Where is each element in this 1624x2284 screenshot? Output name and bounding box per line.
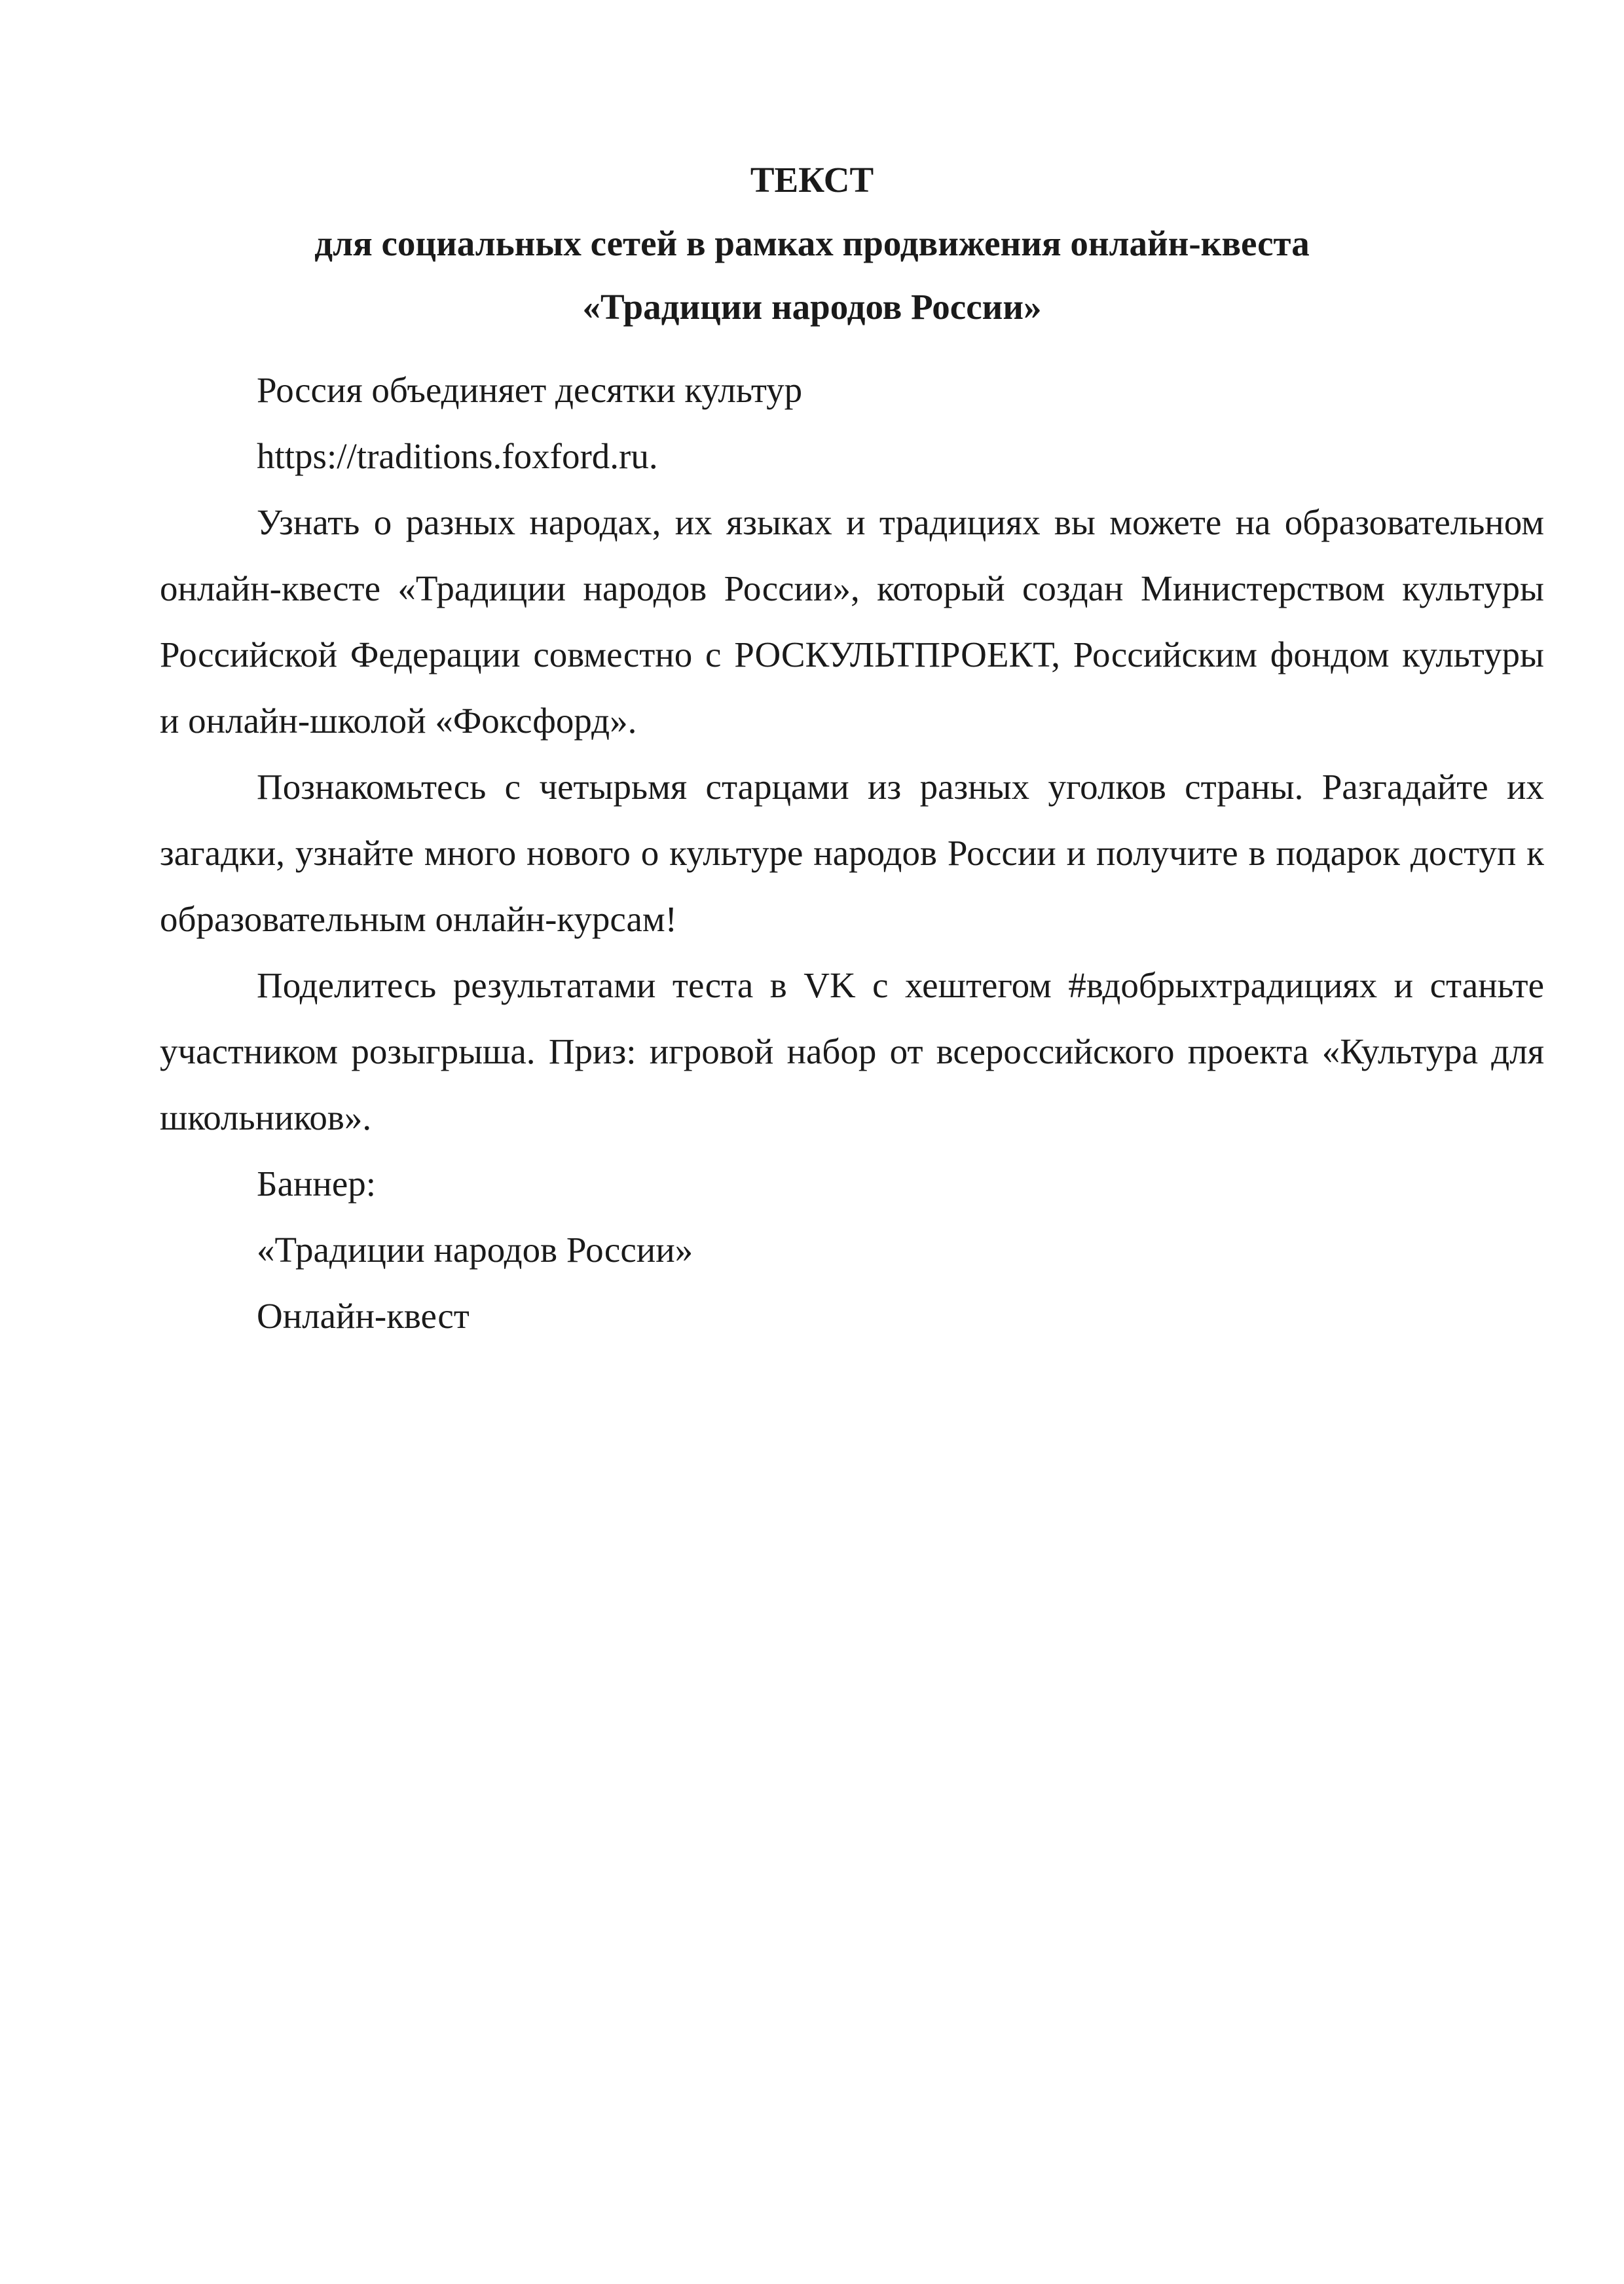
paragraph-about-quest: Узнать о разных народах, их языках и традициях вы можете на образовательном онлайн-квесте «Традиции народов России», который создан Министерством культуры Российской Федерации совместно с РОСКУЛЬТПРОЕКТ, Российским фондом культуры и онлайн-школой «Фоксфорд». (160, 502, 1544, 741)
document-title: ТЕКСТ (750, 160, 874, 200)
intro-line: Россия объединяет десятки культур (257, 370, 803, 410)
document-body (160, 357, 1544, 1349)
banner-title: «Традиции народов России» (257, 1230, 693, 1270)
paragraph-elders: Познакомьтесь с четырьмя старцами из разных уголков страны. Разгадайте их загадки, узнайте много нового о культуре народов России и получите в подарок доступ к образовательным онлайн-курсам! (160, 767, 1544, 939)
paragraph-contest: Поделитесь результатами теста в VK с хештегом #вдобрыхтрадициях и станьте участником розыгрыша. Приз: игровой набор от всероссийского проекта «Культура для школьников». (160, 965, 1544, 1137)
document-header (0, 148, 1624, 339)
banner-label: Баннер: (257, 1164, 377, 1204)
document-subtitle-line-1: для социальных сетей в рамках продвижения онлайн-квеста (314, 223, 1310, 263)
document-subtitle-line-2: «Традиции народов России» (582, 287, 1042, 327)
banner-subtitle: Онлайн-квест (257, 1296, 470, 1336)
quest-link: https://traditions.foxford.ru. (257, 436, 658, 476)
